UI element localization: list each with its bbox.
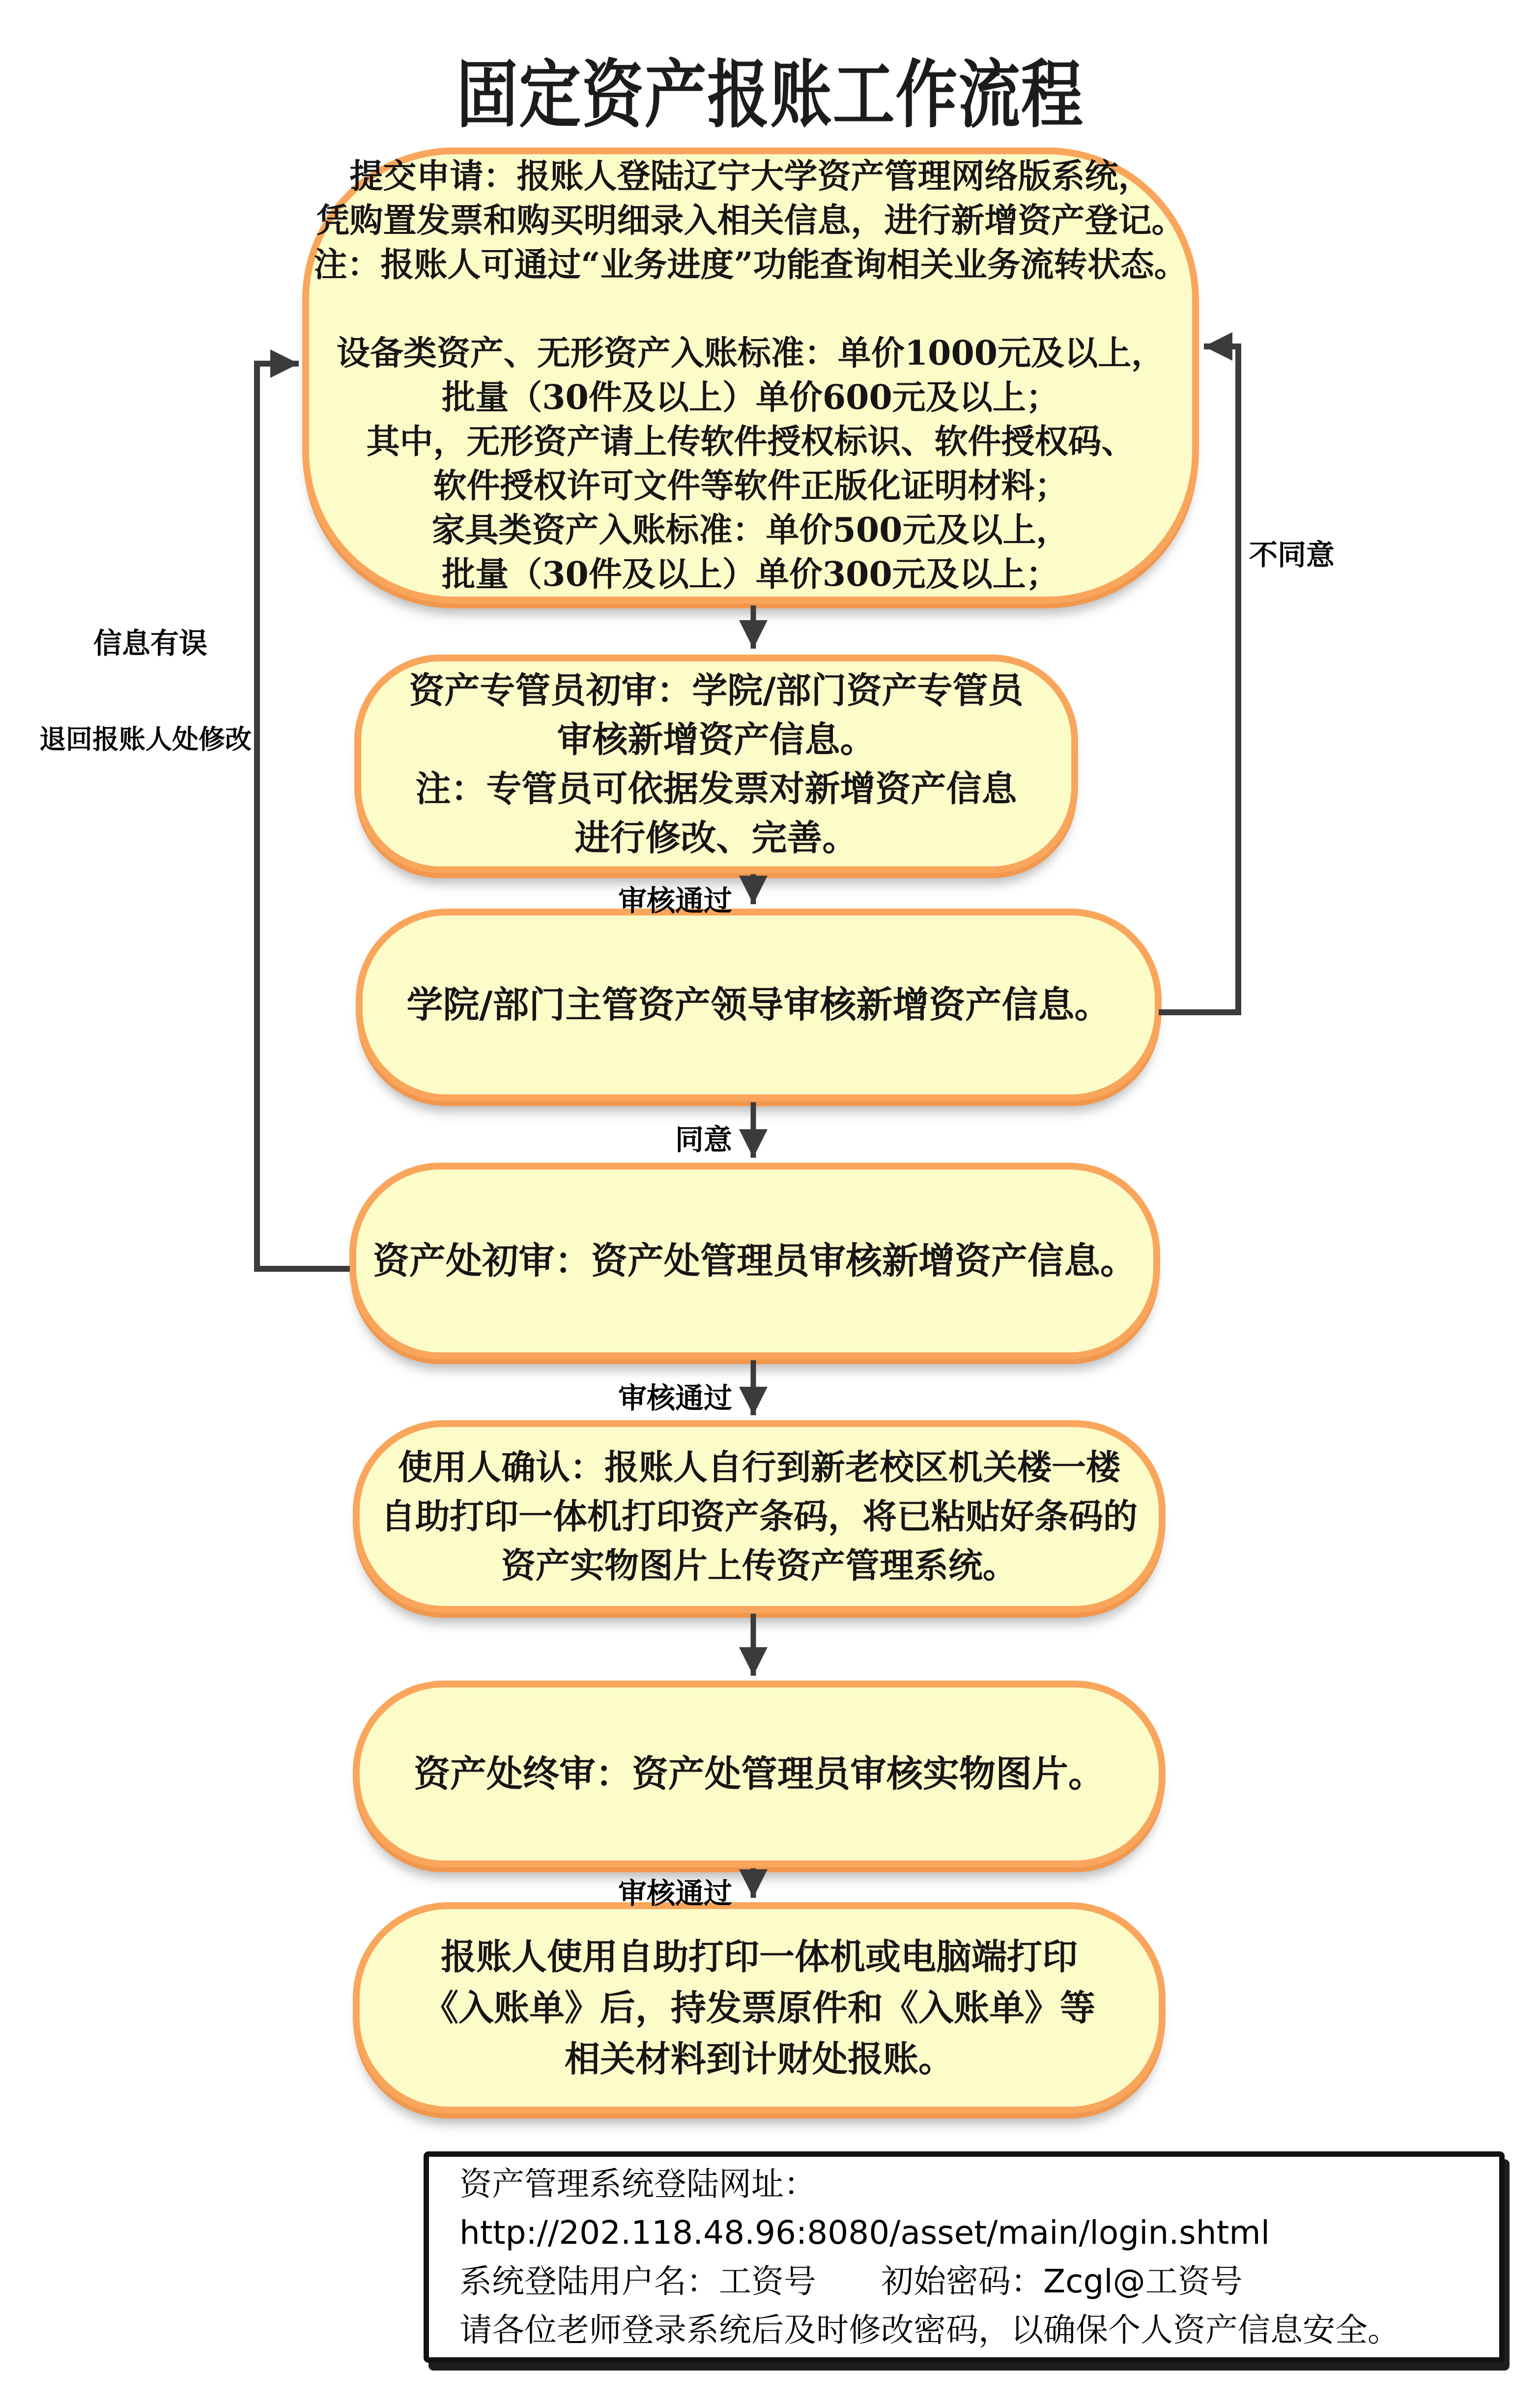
flow-node-specialist-review bbox=[354, 655, 1078, 873]
text-line: 其中，无形资产请上传软件授权标识、软件授权码、 bbox=[366, 422, 1135, 461]
text-line: 相关材料到计财处报账。 bbox=[564, 2038, 954, 2080]
text-line: 提交申请：报账人登陆辽宁大学资产管理网络版系统， bbox=[349, 157, 1152, 196]
footer-line-security-note: 请各位老师登录系统后及时修改密码，以确保个人资产信息安全。 bbox=[459, 2311, 1400, 2349]
flow-node-user-confirm bbox=[353, 1420, 1166, 1613]
flow-node-submit-application bbox=[302, 147, 1199, 603]
edge-label-review-pass-1: 审核通过 bbox=[618, 884, 732, 917]
text-line: 注：专管员可依据发票对新增资产信息 bbox=[415, 767, 1017, 809]
text-line: 资产处初审：资产处管理员审核新增资产信息。 bbox=[373, 1240, 1137, 1282]
footer-login-info-panel bbox=[424, 2151, 1505, 2363]
edge-label-review-pass-2: 审核通过 bbox=[618, 1381, 732, 1415]
side-label-return-to-submitter: 退回报账人处修改 bbox=[39, 724, 252, 755]
text-line: 批量（30件及以上）单价600元及以上； bbox=[442, 378, 1059, 417]
side-label-info-error: 信息有误 bbox=[93, 627, 208, 660]
text-line: 凭购置发票和购买明细录入相关信息，进行新增资产登记。 bbox=[316, 201, 1185, 240]
text-line: 设备类资产、无形资产入账标准：单价1000元及以上， bbox=[336, 334, 1165, 373]
flow-node-asset-office-final-review bbox=[353, 1681, 1166, 1867]
text-line: 报账人使用自助打印一体机或电脑端打印 bbox=[440, 1936, 1078, 1977]
text-line: 资产实物图片上传资产管理系统。 bbox=[501, 1545, 1017, 1586]
footer-line-login-url-label: 资产管理系统登陆网址： bbox=[459, 2165, 816, 2203]
flow-node-reimburse bbox=[353, 1902, 1166, 2114]
side-label-disagree: 不同意 bbox=[1249, 538, 1335, 572]
flow-node-leader-review bbox=[356, 909, 1162, 1101]
text-line: 资产处终审：资产处管理员审核实物图片。 bbox=[414, 1753, 1105, 1795]
flow-node-asset-office-first-review bbox=[349, 1163, 1160, 1359]
edge-label-review-pass-3: 审核通过 bbox=[618, 1877, 732, 1910]
text-line: 自助打印一体机打印资产条码，将已粘贴好条码的 bbox=[381, 1496, 1138, 1537]
text-line: 批量（30件及以上）单价300元及以上； bbox=[442, 555, 1059, 594]
page-title: 固定资产报账工作流程 bbox=[456, 53, 1084, 138]
footer-line-credentials: 系统登陆用户名：工资号 初始密码：Zcgl@工资号 bbox=[459, 2262, 1243, 2300]
text-line: 资产专管员初审：学院/部门资产专管员 bbox=[409, 669, 1024, 711]
text-line: 审核新增资产信息。 bbox=[557, 718, 876, 760]
footer-line-login-url: http://202.118.48.96:8080/asset/main/login.shtml bbox=[459, 2214, 1270, 2252]
text-line: 注：报账人可通过“业务进度”功能查询相关业务流转状态。 bbox=[314, 245, 1188, 285]
text-line: 软件授权许可文件等软件正版化证明材料； bbox=[433, 466, 1068, 506]
text-line: 学院/部门主管资产领导审核新增资产信息。 bbox=[406, 984, 1111, 1026]
text-line: 进行修改、完善。 bbox=[574, 816, 858, 858]
edge-label-agree: 同意 bbox=[675, 1123, 732, 1156]
text-line: 使用人确认：报账人自行到新老校区机关楼一楼 bbox=[398, 1447, 1120, 1487]
text-line: 《入账单》后，持发票原件和《入账单》等 bbox=[423, 1987, 1095, 2029]
text-line: 家具类资产入账标准：单价500元及以上， bbox=[431, 511, 1070, 550]
